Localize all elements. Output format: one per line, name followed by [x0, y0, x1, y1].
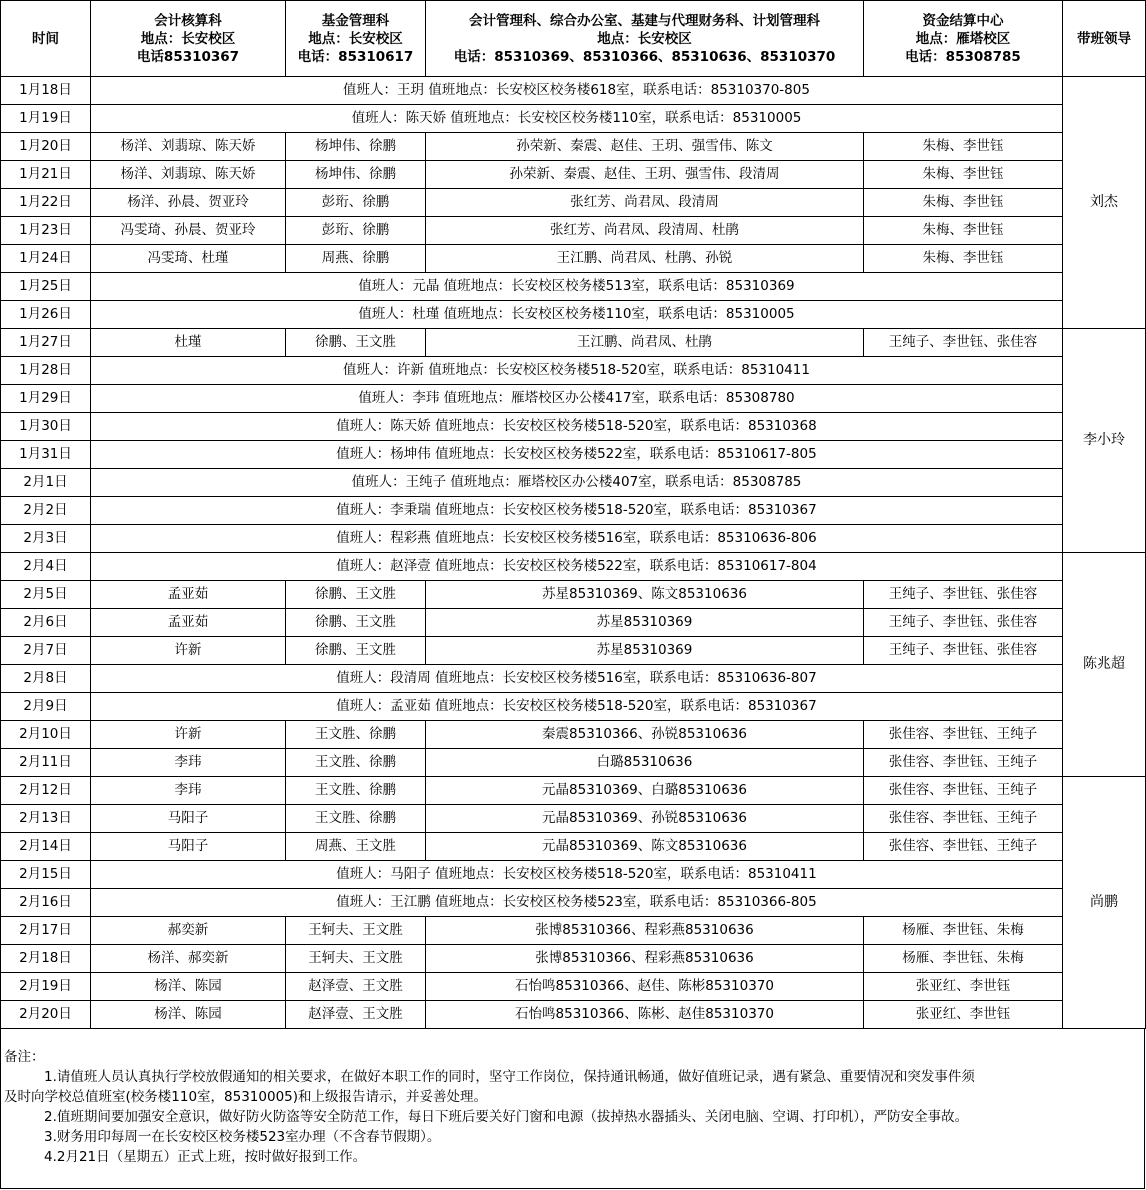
accounting-staff-cell: 孟亚茹	[91, 581, 286, 609]
fund-staff-cell: 周燕、王文胜	[286, 833, 426, 861]
header-settlement-center: 资金结算中心 地点：雁塔校区 电话：85308785	[864, 1, 1063, 77]
schedule-row	[1, 693, 1146, 721]
settlement-staff-cell: 张佳容、李世钰、王纯子	[864, 833, 1063, 861]
header-leader: 带班领导	[1063, 1, 1146, 77]
schedule-row	[1, 525, 1146, 553]
settlement-staff-cell: 王纯子、李世钰、张佳容	[864, 609, 1063, 637]
date-cell: 1月28日	[1, 357, 91, 385]
date-cell: 1月23日	[1, 217, 91, 245]
header-fund-section: 基金管理科 地点：长安校区 电话：85310617	[286, 1, 426, 77]
schedule-row	[1, 917, 1146, 945]
settlement-staff-cell: 朱梅、李世钰	[864, 217, 1063, 245]
settlement-staff-cell: 杨雁、李世钰、朱梅	[864, 945, 1063, 973]
date-cell: 2月10日	[1, 721, 91, 749]
merged-duty-cell: 值班人：段清周 值班地点：长安校区校务楼516室，联系电话：85310636-807	[91, 665, 1063, 693]
settlement-staff-cell: 朱梅、李世钰	[864, 189, 1063, 217]
management-staff-cell: 苏星85310369	[426, 637, 864, 665]
management-staff-cell: 元晶85310369、陈文85310636	[426, 833, 864, 861]
settlement-staff-cell: 王纯子、李世钰、张佳容	[864, 581, 1063, 609]
merged-duty-cell: 值班人：杜瑾 值班地点：长安校区校务楼110室，联系电话：85310005	[91, 301, 1063, 329]
accounting-staff-cell: 杨洋、陈园	[91, 1001, 286, 1029]
schedule-row	[1, 273, 1146, 301]
merged-duty-cell: 值班人：陈天娇 值班地点：长安校区校务楼110室，联系电话：85310005	[91, 105, 1063, 133]
schedule-row	[1, 889, 1146, 917]
date-cell: 2月16日	[1, 889, 91, 917]
header-management-section: 会计管理科、综合办公室、基建与代理财务科、计划管理科 地点：长安校区 电话：85310369、85310366、85310636、85310370	[426, 1, 864, 77]
notes-title: 备注：	[4, 1049, 45, 1065]
schedule-row	[1, 497, 1146, 525]
accounting-staff-cell: 郝奕新	[91, 917, 286, 945]
schedule-row	[1, 749, 1146, 777]
management-staff-cell: 秦震85310366、孙锐85310636	[426, 721, 864, 749]
note-item-3: 3.财务用印每周一在长安校区校务楼523室办理（不含春节假期）。	[44, 1129, 441, 1145]
management-staff-cell: 石怡鸣85310366、赵佳、陈彬85310370	[426, 973, 864, 1001]
date-cell: 1月22日	[1, 189, 91, 217]
fund-staff-cell: 王文胜、徐鹏	[286, 749, 426, 777]
schedule-row	[1, 833, 1146, 861]
accounting-staff-cell: 杨洋、陈园	[91, 973, 286, 1001]
date-cell: 2月15日	[1, 861, 91, 889]
fund-staff-cell: 赵泽壹、王文胜	[286, 1001, 426, 1029]
date-cell: 2月11日	[1, 749, 91, 777]
management-staff-cell: 元晶85310369、孙锐85310636	[426, 805, 864, 833]
fund-staff-cell: 王文胜、徐鹏	[286, 721, 426, 749]
settlement-staff-cell: 朱梅、李世钰	[864, 245, 1063, 273]
date-cell: 2月5日	[1, 581, 91, 609]
schedule-row	[1, 217, 1146, 245]
leader-cell: 李小玲	[1063, 329, 1146, 553]
settlement-staff-cell: 杨雁、李世钰、朱梅	[864, 917, 1063, 945]
date-cell: 2月4日	[1, 553, 91, 581]
merged-duty-cell: 值班人：马阳子 值班地点：长安校区校务楼518-520室，联系电话：85310411	[91, 861, 1063, 889]
fund-staff-cell: 杨坤伟、徐鹏	[286, 161, 426, 189]
merged-duty-cell: 值班人：王江鹏 值班地点：长安校区校务楼523室，联系电话：85310366-805	[91, 889, 1063, 917]
schedule-row	[1, 609, 1146, 637]
merged-duty-cell: 值班人：李秉瑞 值班地点：长安校区校务楼518-520室，联系电话：85310367	[91, 497, 1063, 525]
date-cell: 2月13日	[1, 805, 91, 833]
schedule-row	[1, 329, 1146, 357]
date-cell: 2月12日	[1, 777, 91, 805]
header-time: 时间	[1, 1, 91, 77]
management-staff-cell: 张博85310366、程彩燕85310636	[426, 945, 864, 973]
leader-cell: 陈兆超	[1063, 553, 1146, 777]
schedule-row	[1, 441, 1146, 469]
settlement-staff-cell: 王纯子、李世钰、张佳容	[864, 329, 1063, 357]
schedule-row	[1, 553, 1146, 581]
management-staff-cell: 孙荣新、秦震、赵佳、王玥、强雪伟、段清周	[426, 161, 864, 189]
schedule-row	[1, 245, 1146, 273]
schedule-row	[1, 637, 1146, 665]
settlement-staff-cell: 朱梅、李世钰	[864, 133, 1063, 161]
merged-duty-cell: 值班人：王纯子 值班地点：雁塔校区办公楼407室，联系电话：85308785	[91, 469, 1063, 497]
settlement-staff-cell: 王纯子、李世钰、张佳容	[864, 637, 1063, 665]
fund-staff-cell: 赵泽壹、王文胜	[286, 973, 426, 1001]
accounting-staff-cell: 杨洋、刘翡琼、陈天娇	[91, 133, 286, 161]
fund-staff-cell: 徐鹏、王文胜	[286, 609, 426, 637]
notes-section	[0, 1029, 1145, 1189]
date-cell: 2月7日	[1, 637, 91, 665]
schedule-row	[1, 161, 1146, 189]
note-item-4: 4.2月21日（星期五）正式上班，按时做好报到工作。	[44, 1149, 367, 1165]
settlement-staff-cell: 张亚红、李世钰	[864, 973, 1063, 1001]
settlement-staff-cell: 张佳容、李世钰、王纯子	[864, 749, 1063, 777]
accounting-staff-cell: 李玮	[91, 749, 286, 777]
merged-duty-cell: 值班人：杨坤伟 值班地点：长安校区校务楼522室，联系电话：85310617-805	[91, 441, 1063, 469]
accounting-staff-cell: 许新	[91, 721, 286, 749]
schedule-row	[1, 77, 1146, 105]
note-item-1: 1.请值班人员认真执行学校放假通知的相关要求，在做好本职工作的同时，坚守工作岗位，保持通讯畅通，做好值班记录，遇有紧急、重要情况和突发事件须	[44, 1069, 975, 1085]
management-staff-cell: 王江鹏、尚君凤、杜鹃	[426, 329, 864, 357]
date-cell: 1月18日	[1, 77, 91, 105]
management-staff-cell: 白璐85310636	[426, 749, 864, 777]
merged-duty-cell: 值班人：赵泽壹 值班地点：长安校区校务楼522室，联系电话：85310617-804	[91, 553, 1063, 581]
settlement-staff-cell: 张佳容、李世钰、王纯子	[864, 805, 1063, 833]
fund-staff-cell: 彭珩、徐鹏	[286, 217, 426, 245]
schedule-row	[1, 413, 1146, 441]
merged-duty-cell: 值班人：程彩燕 值班地点：长安校区校务楼516室，联系电话：85310636-806	[91, 525, 1063, 553]
management-staff-cell: 石怡鸣85310366、陈彬、赵佳85310370	[426, 1001, 864, 1029]
merged-duty-cell: 值班人：孟亚茹 值班地点：长安校区校务楼518-520室，联系电话：85310367	[91, 693, 1063, 721]
leader-cell: 刘杰	[1063, 77, 1146, 329]
schedule-row	[1, 357, 1146, 385]
fund-staff-cell: 王轲夫、王文胜	[286, 945, 426, 973]
merged-duty-cell: 值班人：许新 值班地点：长安校区校务楼518-520室，联系电话：85310411	[91, 357, 1063, 385]
accounting-staff-cell: 马阳子	[91, 833, 286, 861]
date-cell: 2月17日	[1, 917, 91, 945]
fund-staff-cell: 周燕、徐鹏	[286, 245, 426, 273]
management-staff-cell: 苏星85310369、陈文85310636	[426, 581, 864, 609]
accounting-staff-cell: 杨洋、孙晨、贺亚玲	[91, 189, 286, 217]
schedule-row	[1, 1001, 1146, 1029]
accounting-staff-cell: 李玮	[91, 777, 286, 805]
fund-staff-cell: 彭珩、徐鹏	[286, 189, 426, 217]
schedule-row	[1, 581, 1146, 609]
schedule-row	[1, 189, 1146, 217]
schedule-row	[1, 777, 1146, 805]
date-cell: 2月3日	[1, 525, 91, 553]
date-cell: 2月1日	[1, 469, 91, 497]
management-staff-cell: 张红芳、尚君凤、段清周、杜鹃	[426, 217, 864, 245]
date-cell: 2月2日	[1, 497, 91, 525]
accounting-staff-cell: 杜瑾	[91, 329, 286, 357]
header-accounting-section: 会计核算科 地点：长安校区 电话85310367	[91, 1, 286, 77]
date-cell: 2月6日	[1, 609, 91, 637]
settlement-staff-cell: 朱梅、李世钰	[864, 161, 1063, 189]
schedule-row	[1, 861, 1146, 889]
merged-duty-cell: 值班人：元晶 值班地点：长安校区校务楼513室，联系电话：85310369	[91, 273, 1063, 301]
accounting-staff-cell: 杨洋、郝奕新	[91, 945, 286, 973]
leader-cell: 尚鹏	[1063, 777, 1146, 1029]
management-staff-cell: 苏星85310369	[426, 609, 864, 637]
date-cell: 1月20日	[1, 133, 91, 161]
schedule-row	[1, 805, 1146, 833]
merged-duty-cell: 值班人：王玥 值班地点：长安校区校务楼618室，联系电话：85310370-805	[91, 77, 1063, 105]
schedule-row	[1, 105, 1146, 133]
accounting-staff-cell: 孟亚茹	[91, 609, 286, 637]
merged-duty-cell: 值班人：陈天娇 值班地点：长安校区校务楼518-520室，联系电话：85310368	[91, 413, 1063, 441]
schedule-row	[1, 469, 1146, 497]
accounting-staff-cell: 许新	[91, 637, 286, 665]
date-cell: 1月19日	[1, 105, 91, 133]
accounting-staff-cell: 杨洋、刘翡琼、陈天娇	[91, 161, 286, 189]
date-cell: 1月26日	[1, 301, 91, 329]
accounting-staff-cell: 马阳子	[91, 805, 286, 833]
fund-staff-cell: 王文胜、徐鹏	[286, 777, 426, 805]
management-staff-cell: 张博85310366、程彩燕85310636	[426, 917, 864, 945]
merged-duty-cell: 值班人：李玮 值班地点：雁塔校区办公楼417室，联系电话：85308780	[91, 385, 1063, 413]
settlement-staff-cell: 张亚红、李世钰	[864, 1001, 1063, 1029]
fund-staff-cell: 徐鹏、王文胜	[286, 581, 426, 609]
date-cell: 1月24日	[1, 245, 91, 273]
date-cell: 2月9日	[1, 693, 91, 721]
schedule-row	[1, 721, 1146, 749]
note-item-2: 2.值班期间要加强安全意识，做好防火防盗等安全防范工作，每日下班后要关好门窗和电源（拔掉热水器插头、关闭电脑、空调、打印机），严防安全事故。	[44, 1109, 969, 1125]
fund-staff-cell: 杨坤伟、徐鹏	[286, 133, 426, 161]
fund-staff-cell: 王轲夫、王文胜	[286, 917, 426, 945]
settlement-staff-cell: 张佳容、李世钰、王纯子	[864, 721, 1063, 749]
fund-staff-cell: 王文胜、徐鹏	[286, 805, 426, 833]
schedule-row	[1, 665, 1146, 693]
fund-staff-cell: 徐鹏、王文胜	[286, 329, 426, 357]
date-cell: 1月25日	[1, 273, 91, 301]
date-cell: 2月8日	[1, 665, 91, 693]
management-staff-cell: 王江鹏、尚君凤、杜鹃、孙锐	[426, 245, 864, 273]
date-cell: 2月14日	[1, 833, 91, 861]
date-cell: 1月21日	[1, 161, 91, 189]
management-staff-cell: 元晶85310369、白璐85310636	[426, 777, 864, 805]
schedule-row	[1, 133, 1146, 161]
schedule-body	[1, 77, 1146, 1029]
management-staff-cell: 孙荣新、秦震、赵佳、王玥、强雪伟、陈文	[426, 133, 864, 161]
management-staff-cell: 张红芳、尚君凤、段清周	[426, 189, 864, 217]
date-cell: 1月31日	[1, 441, 91, 469]
date-cell: 2月20日	[1, 1001, 91, 1029]
fund-staff-cell: 徐鹏、王文胜	[286, 637, 426, 665]
accounting-staff-cell: 冯雯琦、杜瑾	[91, 245, 286, 273]
date-cell: 1月30日	[1, 413, 91, 441]
settlement-staff-cell: 张佳容、李世钰、王纯子	[864, 777, 1063, 805]
date-cell: 1月27日	[1, 329, 91, 357]
schedule-row	[1, 945, 1146, 973]
schedule-row	[1, 301, 1146, 329]
header-row	[1, 1, 1146, 77]
note-item-1-continued: 及时向学校总值班室(校务楼110室，85310005)和上级报告请示，并妥善处理。	[4, 1089, 488, 1105]
date-cell: 2月19日	[1, 973, 91, 1001]
schedule-row	[1, 973, 1146, 1001]
accounting-staff-cell: 冯雯琦、孙晨、贺亚玲	[91, 217, 286, 245]
schedule-row	[1, 385, 1146, 413]
date-cell: 2月18日	[1, 945, 91, 973]
date-cell: 1月29日	[1, 385, 91, 413]
